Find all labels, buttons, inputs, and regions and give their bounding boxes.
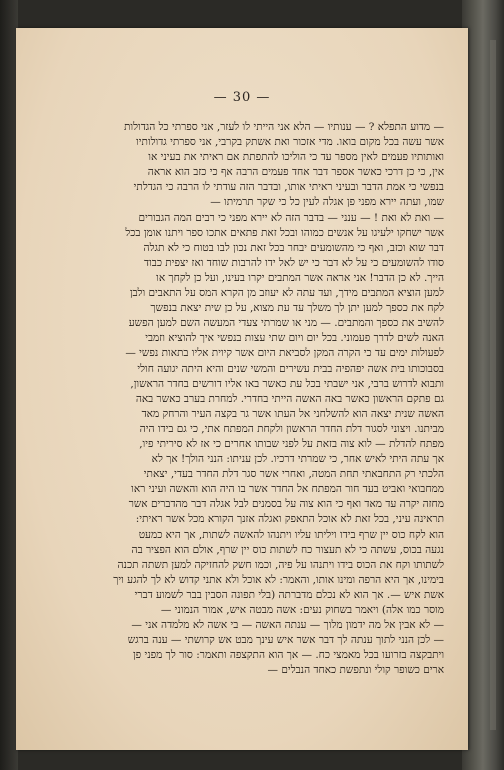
text-line: — מדוע התפלא ? — ענותיו — הלא אני הייתי לו לעזר, אני ספרתי כל הגדולות: [124, 121, 444, 133]
text-line: אך עתה היתי לאיש אחר, כי שמרתי דרכיו. לכן עניתו: הנני הולך! אך לא: [151, 453, 444, 466]
text-line: אשר ישחקו ילעיגו על אנשים כמוהו ובכל זאת פתאים אתכו ספר ויתנו אומן בכל: [125, 226, 444, 239]
text-line: בסבוכותו בית אשה יפהפיה בבית עשירים והמשי שנים והיא היתה יגועה חולי: [137, 362, 444, 375]
text-line: גם פתקם הראשון כאשר באה האשה הייתי בחדרי. למחרת בערב כאשר באה: [135, 392, 444, 405]
text-line: ואותותיו פעמים לאין מספר עד כי הוליכו להתפתת אם ראיתי את בעיני או: [148, 151, 444, 164]
text-line: ארים כשופר קולי ונתפשת כאחד הנבלים —: [267, 664, 444, 677]
text-line: אשר עשה בכל מקום בואו. מדי אזכור ואת אשתק בקרבי, אני ספרתי גדולותיו: [136, 136, 444, 149]
text-line: לפעולות ימים עד כי הקרה המקן לסביאת היום אשר קיוית אליו בתאות נפשי —: [125, 347, 444, 360]
text-line: ממחבואי ואביט בעד חור המפתח אל החדר אשר בו היה הוא והאשה ועיני ראו: [131, 483, 444, 496]
text-line: לשתותו וקח את הכוס בידו ויתנהו על פיה, וכמו חשק להחזיקה למען תשתה תכנה: [117, 558, 444, 571]
text-line: שמו, ועתה יירא מפני פן אגלה לעין כל כי שקר תרמיתו —: [210, 196, 444, 209]
text-line: ויתבקצה בזרועו בכל מאמצי כח. — אך הוא התקצפה ותאמר: סור לך מפני פן: [132, 649, 444, 662]
text-line: — לא אבין אל מה ידמון מלוך — ענתה האשה — בי אשה לא מלמדה אני —: [131, 619, 444, 632]
text-line: מפתח להדלת — לוא צוה בזאת על לפני שבותו אחרים כי אז לא סיריתי פיו,: [139, 437, 444, 450]
text-line: הייך. לא כן הדבר! אני אראה אשר המתבים יקרו בעינו, ועל כן לקחך או: [156, 271, 444, 284]
text-line: להשיב את כספך והמתבים. — מני או שמרתי צעדי המעשה השם למען הפשע: [128, 317, 444, 330]
text-line: נגעה בכוס, עשתה כי לא תעצור כח לשתות כוס יין שרף, אולם הוא הפציר בה: [131, 543, 444, 556]
text-line: מביתנו. ויצוני לסגור דלת החדר הראשון ולקחת המפתח אתי, כי גם בידו היה: [139, 422, 444, 435]
text-line: הוא לקח כוס יין שרף בידו ויליתו עליו ויתנהו להאשה לשתות, אך היא כמעט: [138, 528, 444, 541]
text-line: אין, כי כן דרכי כאשר אספר דבר אחד פעמים הרבה אף כי כזב הוא אראה: [147, 166, 444, 179]
text-line: למען הוציא המתבים מידך, ועד עתה לא יעוזב מן הקרא המס על התאבים ולבן: [129, 287, 444, 300]
text-line: בנפשי כי אמת הדבר ובעיני ראיתי אותו, ובדבר הזה עודתי לו הרבה כי הגדלתי: [133, 181, 444, 194]
book-spine: [462, 0, 504, 770]
text-line: מחזה יקרה עד מאד ואף כי הוא צוה על בסמנים לבל אגלה דבר מהדברים אשר: [128, 498, 444, 511]
text-line: האשה שנית יצאה הוא להשלחני אל העתו אשר גר בקצה העיר והרחק מאד: [141, 407, 444, 420]
text-line: סודו להשומעים כי על לא דבר כי יש לאל ידו להרבות שוחד ואז יצפית כבוד: [144, 256, 444, 269]
text-line: בימינו, אך היא הרפה ומינו אותו, והאמר: לא אוכל ולא אתני קדוש לא לך להגע ויך: [113, 573, 444, 586]
text-line: מוסר כמו אלה) ויאמר בשחוק נעים: אשה מבטה איש, אמור הנמוני —: [160, 604, 444, 616]
text-line: תראינה עיני, בכל זאת לא אוכל התאפק ואגלה אזנך הקורא מכל אשר ראיתי:: [135, 513, 444, 526]
text-line: האנה לשים לדרך פעמוני. בכל יום ויום שתי עצות בנפשי איך להוציא וזמבי: [145, 332, 444, 345]
text-line: הלכתי רק התחבאתי תחת המטה, ואחרי אשר סגר דלת החדר בעדי, יצאתי: [143, 468, 444, 481]
text-line: — ואת לא ואת ! — ענני — בדבר הזה לא יירא מפני כי רבים המה הגבורים: [138, 211, 444, 224]
text-line: — לכן הנני לתוך ענתה לך דבר אשר איש עינך מבט אש קרושתי — ענה ברגש: [127, 634, 444, 647]
book-page: [16, 28, 468, 750]
text-line: דבר שוא וכזב, ואף כי מהשומעים יבחר בכל זאת נכון לבו בטוח כי לא תגלה: [143, 241, 444, 254]
page-body-text: [40, 120, 444, 700]
text-line: לקח את כספך למען יתן לך משלך עד עת מצוא, על כן שית יצאת בנפשך: [150, 302, 444, 315]
text-line: אשת איש —. אך הוא לא נכלם מדברתה (בלי תפונה הסבין בבר לשמוע דברי: [134, 588, 444, 601]
text-line: ותבוא לדרוש ברבי, אני ישבתי בכל עת כאשר באו אליו דורשים בחדר הראשון,: [130, 377, 444, 390]
spine-stripe: [490, 40, 496, 730]
page-number: — 30 —: [213, 90, 271, 105]
